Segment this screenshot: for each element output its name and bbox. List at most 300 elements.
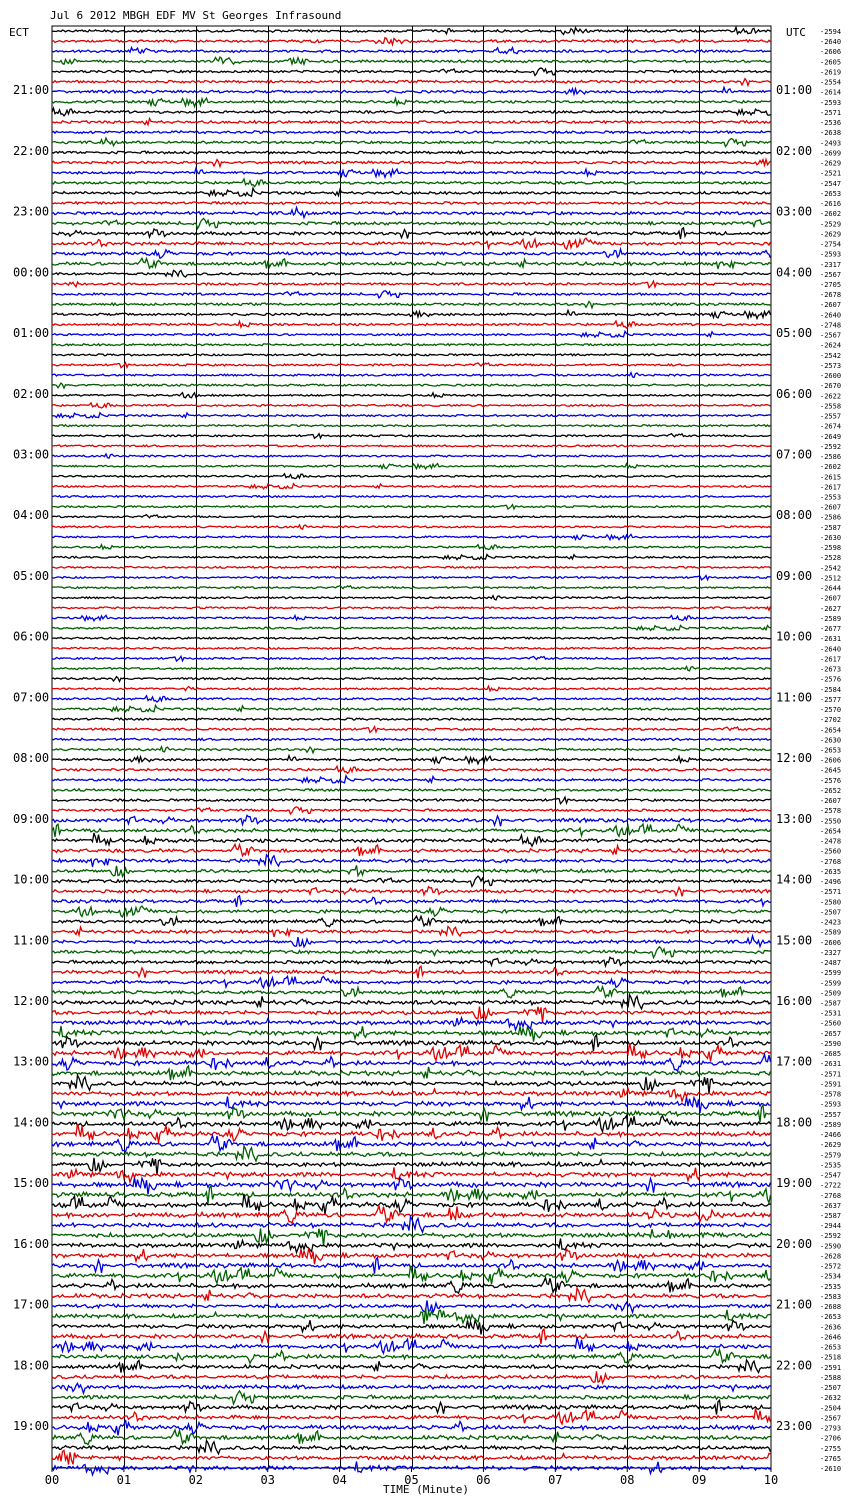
seismic-trace (52, 727, 771, 733)
trace-value-label: -2649 (820, 432, 842, 441)
utc-hour-label: 05:00 (776, 326, 813, 341)
x-tick-label: 08 (619, 1473, 635, 1487)
seismic-trace (52, 403, 771, 408)
trace-value-label: -2536 (820, 119, 842, 128)
trace-value-label: -2590 (820, 1242, 842, 1251)
seismic-trace (52, 57, 771, 64)
seismic-trace (52, 789, 771, 792)
seismic-trace (52, 68, 771, 76)
seismic-trace (52, 434, 771, 439)
seismic-trace (52, 1320, 771, 1334)
trace-value-label: -2580 (820, 898, 842, 907)
trace-value-label: -2793 (820, 1424, 842, 1433)
trace-value-label: -2579 (820, 1151, 842, 1160)
seismic-trace (52, 637, 771, 639)
seismic-trace (52, 1278, 771, 1294)
seismic-trace (52, 1450, 771, 1464)
seismic-trace (52, 916, 771, 927)
ect-hour-label: 01:00 (13, 326, 50, 341)
seismic-trace (52, 48, 771, 54)
ect-hour-label: 02:00 (13, 386, 50, 401)
ect-hour-label: 08:00 (13, 751, 50, 766)
seismic-trace (52, 1105, 771, 1122)
seismic-trace (52, 1206, 771, 1223)
trace-value-label: -2518 (820, 1353, 842, 1362)
seismic-trace (52, 249, 771, 258)
trace-value-label: -2646 (820, 1333, 842, 1342)
seismic-trace (52, 833, 771, 846)
seismic-trace (52, 454, 771, 458)
trace-value-label: -2589 (820, 614, 842, 623)
ect-hour-label: 13:00 (13, 1054, 50, 1069)
trace-value-label: -2560 (820, 847, 842, 856)
seismic-trace (52, 208, 771, 218)
seismic-trace (52, 238, 771, 249)
seismic-trace (52, 87, 771, 94)
trace-value-label: -2599 (820, 979, 842, 988)
ect-hour-label: 03:00 (13, 447, 50, 462)
seismic-trace (52, 936, 771, 947)
seismic-trace (52, 363, 771, 368)
trace-value-label: -2722 (820, 1181, 842, 1190)
trace-value-label: -2586 (820, 453, 842, 461)
seismic-trace (52, 545, 771, 550)
trace-value-label: -2507 (820, 1384, 842, 1392)
trace-value-label: -2670 (820, 382, 842, 391)
trace-value-label: -2560 (820, 1019, 842, 1028)
trace-value-label: -2640 (820, 311, 842, 320)
trace-value-label: -2557 (820, 412, 842, 421)
trace-value-label: -2678 (820, 291, 842, 300)
trace-value-label: -2512 (820, 574, 842, 583)
ect-hour-label: 00:00 (13, 265, 50, 280)
trace-value-label: -2607 (820, 301, 842, 310)
seismic-trace (52, 1006, 771, 1022)
seismic-trace (52, 383, 771, 388)
trace-value-label: -2653 (820, 746, 842, 755)
trace-value-label: -2554 (820, 78, 842, 87)
trace-value-label: -2588 (820, 1373, 842, 1382)
trace-value-label: -2602 (820, 210, 842, 219)
trace-value-label: -2578 (820, 807, 842, 816)
trace-value-label: -2587 (820, 1212, 842, 1220)
x-tick-label: 09 (691, 1473, 707, 1487)
seismic-trace (52, 1088, 771, 1101)
trace-value-label: -2478 (820, 837, 842, 846)
utc-hour-label: 07:00 (776, 447, 813, 462)
trace-value-label: -2571 (820, 109, 842, 117)
trace-value-label: -2944 (820, 1222, 842, 1231)
seismic-trace (52, 534, 771, 539)
utc-hour-label: 04:00 (776, 265, 813, 280)
x-tick-label: 06 (476, 1473, 491, 1487)
seismic-trace (52, 1391, 771, 1404)
ect-hour-label: 23:00 (13, 204, 50, 219)
x-tick-label: 03 (260, 1473, 275, 1487)
trace-value-label: -2553 (820, 493, 842, 502)
trace-value-label: -2635 (820, 867, 842, 876)
trace-value-label: -2317 (820, 260, 842, 269)
seismic-trace (52, 586, 771, 589)
trace-value-label: -2654 (820, 726, 842, 735)
seismic-trace (52, 1066, 771, 1080)
seismic-trace (52, 677, 771, 682)
trace-value-label: -2652 (820, 787, 842, 795)
seismic-trace (52, 1018, 771, 1030)
ect-hour-label: 09:00 (13, 811, 50, 826)
seismic-trace (52, 718, 771, 720)
seismic-trace (52, 995, 771, 1009)
trace-value-label: -2768 (820, 1191, 842, 1200)
trace-value-label: -2615 (820, 473, 842, 482)
seismic-trace (52, 766, 771, 773)
seismic-trace (52, 228, 771, 239)
trace-value-label: -2589 (820, 928, 842, 937)
seismic-trace (52, 647, 771, 649)
seismic-trace (52, 464, 771, 469)
seismic-trace (52, 291, 771, 298)
seismic-trace (52, 705, 771, 711)
seismic-trace (52, 373, 771, 378)
trace-value-label: -2677 (820, 625, 842, 634)
seismic-trace (52, 515, 771, 518)
trace-value-label: -2584 (820, 685, 842, 694)
trace-value-label: -2606 (820, 48, 842, 57)
trace-value-label: -2688 (820, 1303, 842, 1312)
trace-value-label: -2765 (820, 1454, 842, 1463)
seismic-trace (52, 445, 771, 447)
seismic-trace (52, 596, 771, 600)
seismic-trace (52, 1043, 771, 1061)
trace-value-label: -2496 (820, 878, 842, 887)
trace-value-label: -2557 (820, 1110, 842, 1119)
utc-hour-label: 17:00 (776, 1054, 813, 1069)
trace-value-label: -2550 (820, 817, 842, 826)
seismic-trace (52, 666, 771, 670)
seismic-trace (52, 957, 771, 966)
seismic-trace (52, 151, 771, 154)
trace-value-label: -2567 (820, 1414, 842, 1423)
trace-value-label: -2638 (820, 129, 842, 138)
seismic-trace (52, 1167, 771, 1182)
trace-value-label: -2592 (820, 1232, 842, 1241)
seismic-trace (52, 188, 771, 196)
seismic-trace (52, 160, 771, 167)
seismic-trace (52, 896, 771, 907)
seismic-trace (52, 1400, 771, 1414)
trace-value-label: -2547 (820, 179, 842, 188)
trace-value-label: -2567 (820, 270, 842, 279)
ect-hour-label: 14:00 (13, 1115, 50, 1130)
trace-value-label: -2528 (820, 554, 842, 563)
traces (52, 27, 771, 1475)
trace-value-label: -2606 (820, 756, 842, 765)
trace-value-label: -2630 (820, 534, 842, 542)
seismic-trace (52, 566, 771, 568)
trace-value-label: -2535 (820, 1282, 842, 1291)
trace-value-label: -2534 (820, 1272, 842, 1281)
seismic-trace (52, 1383, 771, 1393)
seismic-trace (52, 747, 771, 753)
seismic-trace (52, 1266, 771, 1284)
utc-hour-label: 23:00 (776, 1419, 813, 1433)
trace-value-label: -2748 (820, 321, 842, 330)
trace-value-label: -2627 (820, 604, 842, 613)
right-axis-label: UTC (786, 26, 806, 39)
seismic-trace (52, 1228, 771, 1246)
trace-value-label: -2590 (820, 1040, 842, 1048)
trace-value-label: -2577 (820, 695, 842, 704)
seismic-trace (52, 738, 771, 740)
seismic-trace (52, 855, 771, 867)
seismic-trace (52, 474, 771, 479)
seismic-trace (52, 218, 771, 228)
trace-value-label: -2504 (820, 1404, 842, 1413)
trace-value-label: -2614 (820, 88, 842, 97)
trace-value-label: -2587 (820, 523, 842, 532)
seismic-trace (52, 108, 771, 116)
trace-value-label: -2598 (820, 544, 842, 553)
seismic-trace (52, 1239, 771, 1253)
trace-value-label: -2610 (820, 1465, 842, 1473)
utc-hour-label: 16:00 (776, 994, 813, 1008)
seismic-trace (52, 1360, 771, 1373)
seismic-trace (52, 425, 771, 427)
trace-value-label: -2593 (820, 1100, 842, 1109)
seismic-trace (52, 1035, 771, 1051)
trace-value-label: -2768 (820, 857, 842, 866)
trace-value-label: -2583 (820, 1293, 842, 1301)
trace-value-label: -2572 (820, 1262, 842, 1271)
trace-value-label: -2592 (820, 442, 842, 451)
x-tick-label: 10 (763, 1473, 779, 1487)
ect-hour-label: 15:00 (13, 1176, 50, 1191)
trace-value-label: -2630 (820, 736, 842, 745)
seismic-trace (52, 179, 771, 187)
utc-hour-label: 20:00 (776, 1236, 813, 1251)
seismic-trace (52, 1430, 771, 1445)
trace-value-label: -2535 (820, 1161, 842, 1170)
utc-hour-label: 12:00 (776, 751, 813, 766)
x-tick-label: 07 (548, 1473, 563, 1487)
trace-value-label: -2567 (820, 331, 842, 340)
seismic-trace (52, 1288, 771, 1302)
seismic-trace (52, 168, 771, 177)
seismic-trace (52, 321, 771, 328)
x-tick-label: 00 (44, 1473, 60, 1487)
trace-value-label: -2599 (820, 969, 842, 978)
trace-value-label: -2531 (820, 1009, 842, 1018)
seismic-trace (52, 824, 771, 837)
seismic-trace (52, 696, 771, 702)
utc-hour-label: 21:00 (776, 1297, 813, 1312)
ect-hour-label: 17:00 (13, 1297, 50, 1312)
trace-value-label: -2542 (820, 564, 842, 573)
chart-title: Jul 6 2012 MBGH EDF MV St Georges Infrasound (50, 9, 342, 22)
trace-value-label: -2591 (820, 1363, 842, 1372)
utc-hour-label: 11:00 (776, 690, 813, 705)
utc-hour-label: 10:00 (776, 629, 813, 644)
seismic-trace (52, 270, 771, 277)
seismic-trace (52, 79, 771, 86)
seismic-trace (52, 1055, 771, 1071)
trace-value-label: -2644 (820, 584, 842, 593)
seismic-trace (52, 1349, 771, 1363)
ect-hour-label: 12:00 (13, 994, 50, 1008)
seismic-trace (52, 756, 771, 764)
trace-value-label: -2606 (820, 938, 842, 947)
seismic-trace (52, 555, 771, 560)
left-axis-label: ECT (9, 26, 29, 39)
trace-value-label: -2657 (820, 1029, 842, 1038)
x-tick-label: 04 (332, 1473, 347, 1487)
seismic-trace (52, 505, 771, 509)
trace-value-label: -2673 (820, 665, 842, 674)
trace-value-label: -2493 (820, 139, 842, 148)
trace-value-label: -2706 (820, 1434, 842, 1443)
seismic-trace (52, 496, 771, 498)
trace-value-label: -2631 (820, 1060, 842, 1069)
trace-value-label: -2466 (820, 1131, 842, 1139)
x-axis-label: TIME (Minute) (382, 1483, 470, 1496)
trace-value-label: -2628 (820, 1252, 842, 1261)
trace-value-label: -2632 (820, 1394, 842, 1403)
seismic-trace (52, 625, 771, 630)
trace-value-label: -2616 (820, 200, 842, 208)
ect-hour-label: 16:00 (13, 1236, 50, 1251)
trace-value-label: -2674 (820, 422, 842, 431)
seismic-trace (52, 1249, 771, 1264)
seismic-trace (52, 258, 771, 269)
seismic-trace (52, 927, 771, 937)
seismic-trace (52, 413, 771, 418)
seismic-trace (52, 1194, 771, 1214)
trace-value-label: -2605 (820, 58, 842, 67)
trace-value-label: -2653 (820, 189, 842, 198)
trace-value-label: -2685 (820, 1050, 842, 1059)
trace-value-label: -2617 (820, 483, 842, 492)
seismic-trace (52, 27, 771, 34)
trace-value-label: -2507 (820, 908, 842, 917)
seismic-trace (52, 1124, 771, 1143)
trace-value-label: -2327 (820, 948, 842, 957)
ect-hour-label: 04:00 (13, 508, 50, 523)
trace-value-label: -2521 (820, 169, 842, 178)
utc-hour-label: 19:00 (776, 1176, 813, 1191)
trace-value-label: -2578 (820, 1090, 842, 1099)
seismic-trace (52, 281, 771, 288)
seismic-trace (52, 947, 771, 958)
trace-value-label: -2570 (820, 706, 842, 714)
trace-value-label: -2571 (820, 1070, 842, 1079)
trace-value-label: -2571 (820, 888, 842, 897)
ect-hour-label: 10:00 (13, 872, 50, 887)
utc-hour-label: 15:00 (776, 933, 813, 948)
trace-value-label: -2576 (820, 675, 842, 684)
trace-value-label: -2754 (820, 240, 842, 249)
trace-value-label: -2586 (820, 513, 842, 522)
seismic-trace (52, 38, 771, 45)
utc-hour-label: 08:00 (776, 508, 813, 523)
seismic-trace (52, 98, 771, 106)
utc-hour-label: 22:00 (776, 1358, 813, 1373)
trace-value-label: -2631 (820, 635, 842, 644)
seismic-trace (52, 1409, 771, 1424)
trace-value-label: -2619 (820, 68, 842, 77)
seismic-trace (52, 576, 771, 580)
seismic-trace (52, 1338, 771, 1354)
ect-hour-label: 18:00 (13, 1358, 50, 1373)
x-tick-label: 05 (404, 1473, 419, 1487)
seismic-trace (52, 1075, 771, 1094)
trace-value-label: -2624 (820, 341, 842, 350)
trace-value-label: -2591 (820, 1080, 842, 1089)
ect-hour-label: 11:00 (13, 933, 50, 948)
seismic-trace (52, 887, 771, 897)
trace-value-label: -2558 (820, 402, 842, 411)
utc-hour-label: 03:00 (776, 204, 813, 219)
seismic-trace (52, 393, 771, 398)
trace-value-label: -2617 (820, 655, 842, 664)
utc-hour-label: 01:00 (776, 83, 813, 98)
trace-value-label: -2607 (820, 797, 842, 806)
seismic-trace (52, 202, 771, 205)
seismic-trace (52, 310, 771, 318)
seismic-trace (52, 344, 771, 346)
utc-hour-label: 02:00 (776, 143, 813, 158)
trace-value-label: -2629 (820, 1141, 842, 1150)
ect-hour-label: 05:00 (13, 569, 50, 583)
trace-value-label: -2547 (820, 1171, 842, 1180)
seismic-trace (52, 138, 771, 147)
seismic-trace (52, 1178, 771, 1195)
seismic-trace (52, 906, 771, 917)
ect-hour-label: 07:00 (13, 690, 50, 705)
seismic-trace (52, 987, 771, 998)
seismic-trace (52, 1371, 771, 1383)
seismic-trace (52, 865, 771, 876)
x-tick-label: 01 (116, 1473, 132, 1487)
seismic-trace (52, 1146, 771, 1161)
trace-value-label: -2542 (820, 351, 842, 360)
seismic-trace (52, 302, 771, 308)
trace-value-label: -2702 (820, 716, 842, 725)
seismic-trace (52, 1116, 771, 1132)
trace-value-label: -2600 (820, 372, 842, 381)
seismic-trace (52, 1420, 771, 1436)
trace-value-label: -2640 (820, 645, 842, 654)
trace-value-label: -2629 (820, 230, 842, 239)
trace-value-label: -2576 (820, 776, 842, 785)
seismic-trace (52, 354, 771, 356)
trace-value-label: -2573 (820, 362, 842, 370)
seismic-trace (52, 1440, 771, 1454)
seismic-trace (52, 525, 771, 529)
trace-value-label: -2593 (820, 98, 842, 107)
seismic-trace (52, 606, 771, 610)
trace-value-label: -2607 (820, 594, 842, 603)
seismic-trace (52, 615, 771, 620)
seismic-trace (52, 131, 771, 134)
seismic-trace (52, 1026, 771, 1042)
seismic-trace (52, 1217, 771, 1233)
trace-value-label: -2487 (820, 959, 842, 967)
trace-value-label: -2529 (820, 220, 842, 229)
trace-value-label: -2705 (820, 281, 842, 289)
seismic-trace (52, 815, 771, 826)
seismic-trace (52, 119, 771, 125)
seismic-trace (52, 686, 771, 691)
